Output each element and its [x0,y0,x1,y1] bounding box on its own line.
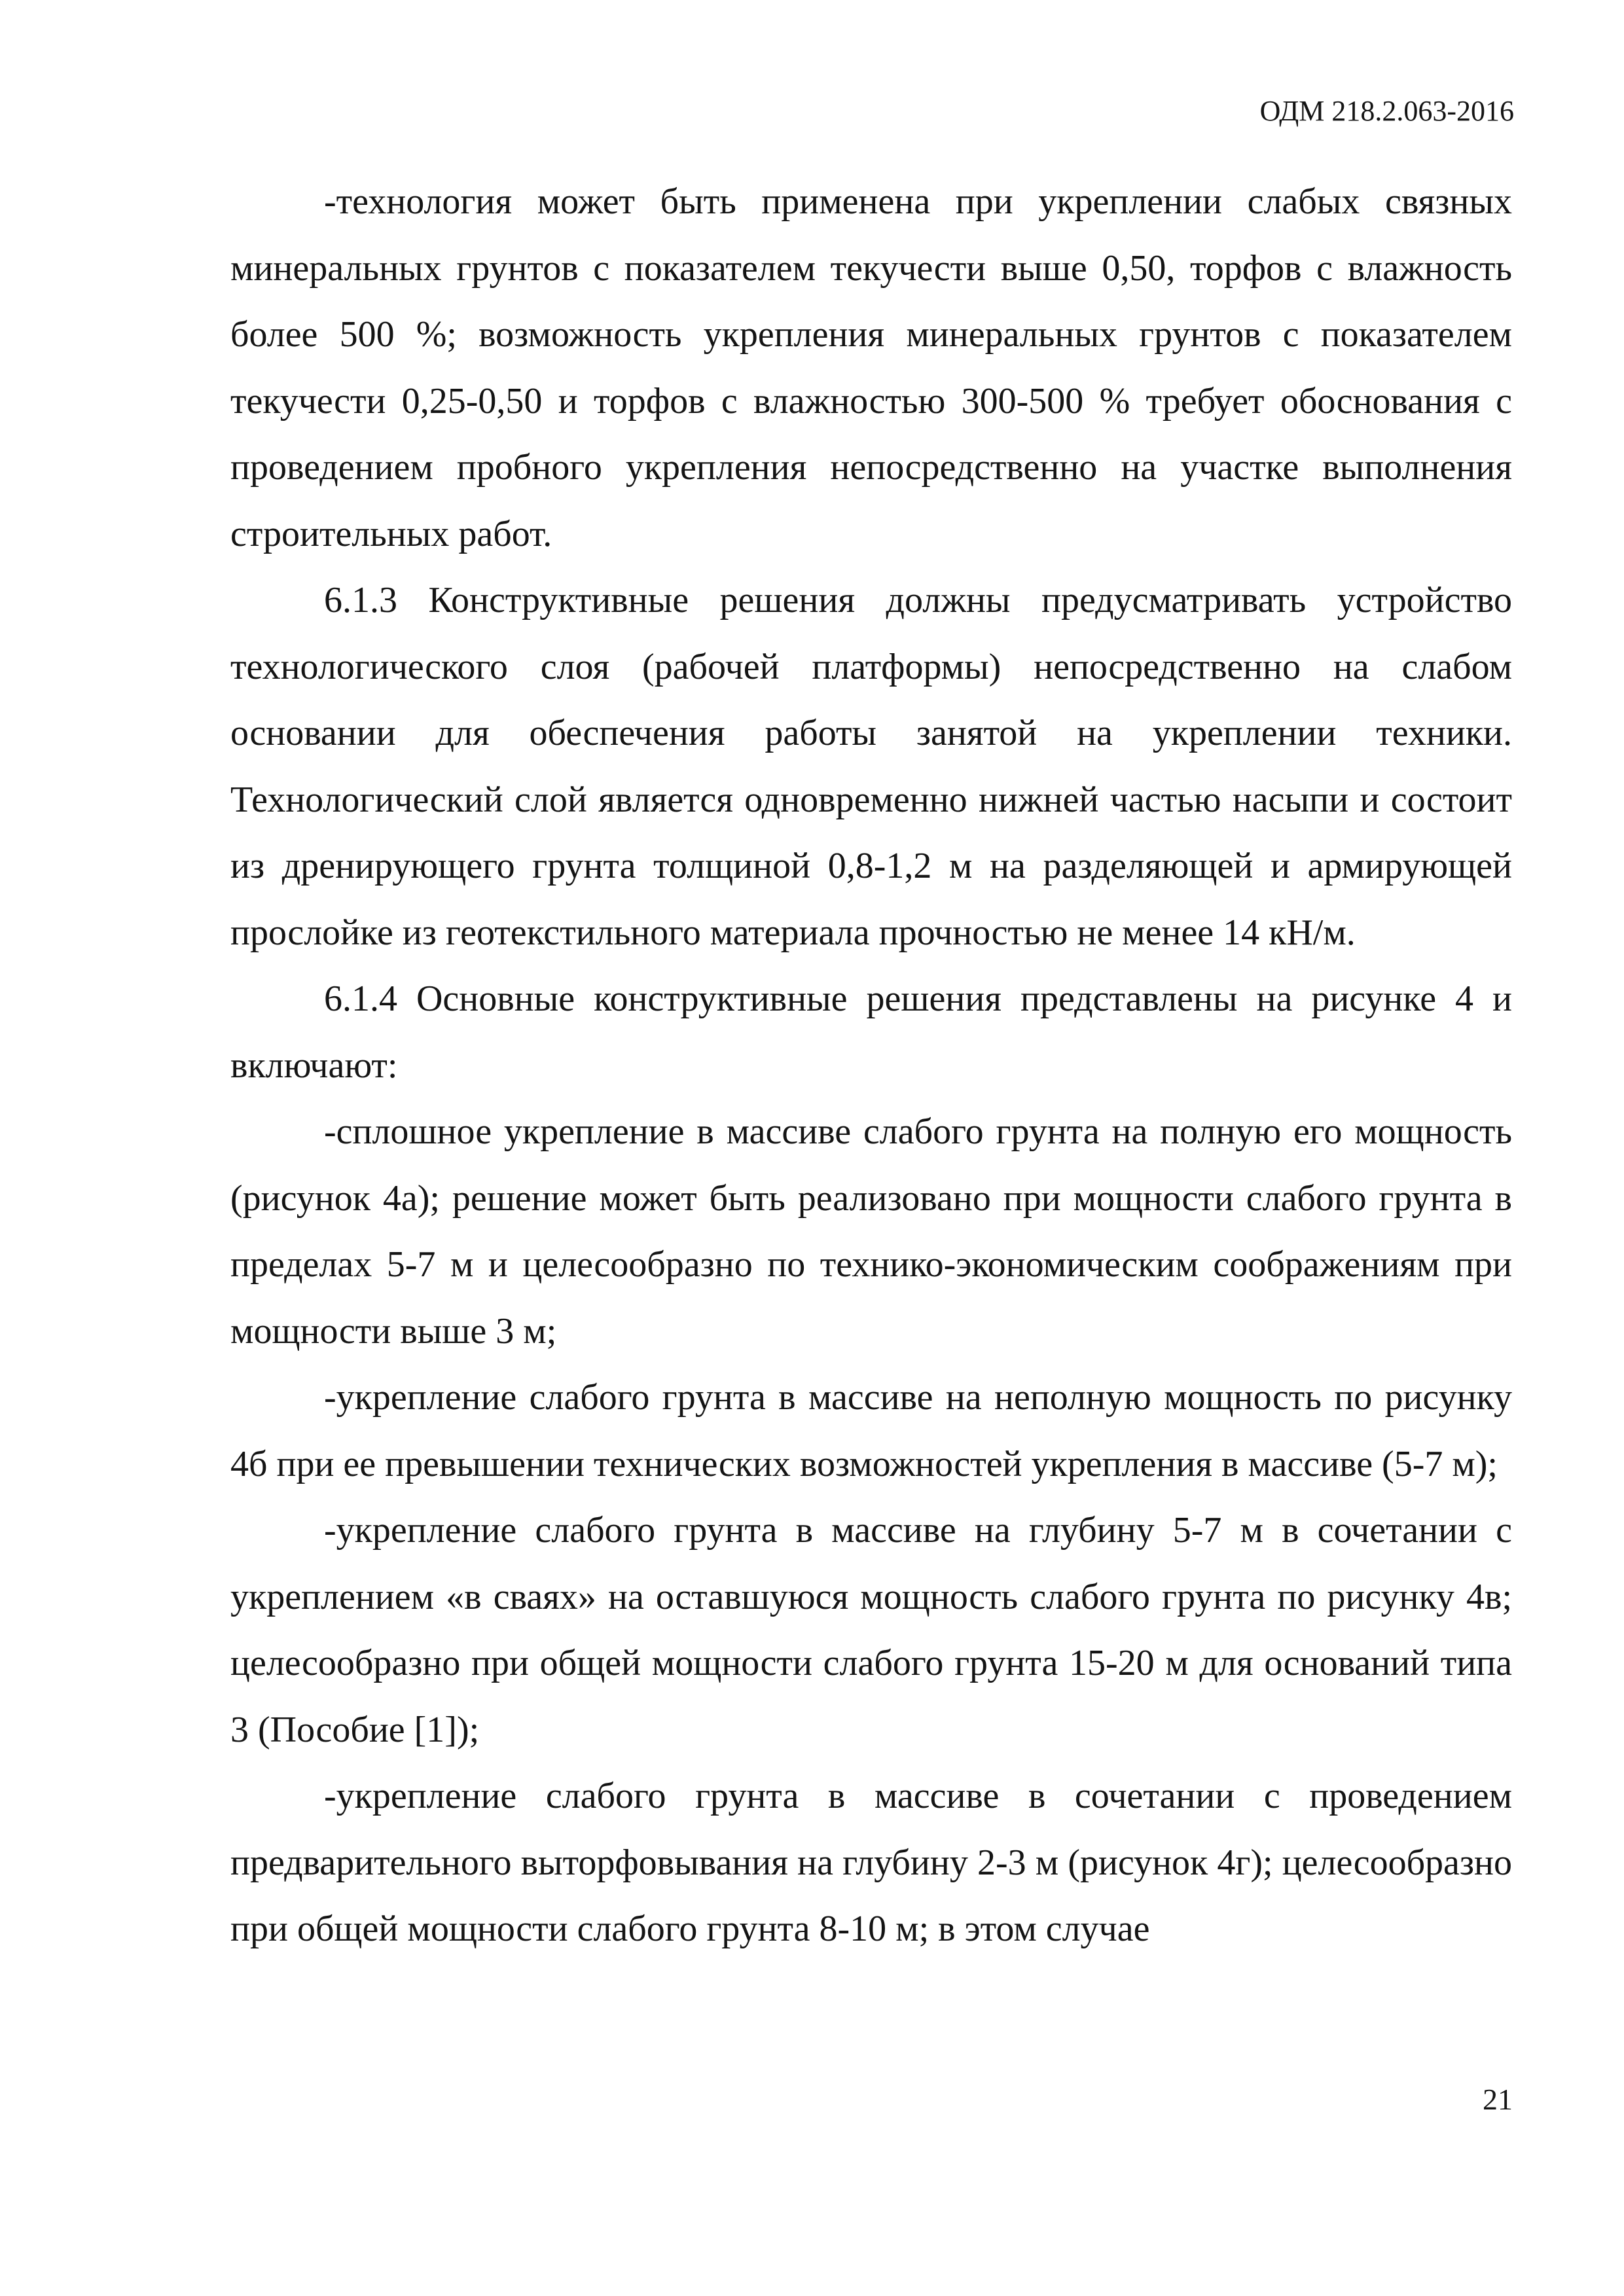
document-code: ОДМ 218.2.063-2016 [1259,95,1514,127]
list-item-full-stabilization: -сплошное укрепление в массиве слабого грунта на полную его мощность (рисунок 4а); решение может быть реализовано при мощности слабого грунта в пределах 5-7 м и целесообразно по технико-экономическим соображениям при мощности выше 3 м; [230,1111,1512,1352]
page-number: 21 [1483,2083,1513,2116]
paragraph-6-1-4: 6.1.4 Основные конструктивные решения представлены на рисунке 4 и включают: [230,978,1512,1086]
paragraph-technology-applicability: -технология может быть применена при укреплении слабых связных минеральных грунтов с показателем текучести выше 0,50, торфов с влажность более 500 %; возможность укрепления минеральных грунтов с показателем текучести 0,25-0,50 и торфов с влажностью 300-500 % требует обоснования с проведением пробного укрепления непосредственно на участке выполнения строительных работ. [230,181,1512,554]
paragraph-6-1-3: 6.1.3 Конструктивные решения должны предусматривать устройство технологического слоя (рабочей платформы) непосредственно на слабом основании для обеспечения работы занятой на укреплении техники. Технологический слой является одновременно нижней частью насыпи и состоит из дренирующего грунта толщиной 0,8-1,2 м на разделяющей и армирующей прослойке из геотекстильного материала прочностью не менее 14 кН/м. [230,580,1512,953]
body-text [230,169,1512,1963]
list-item-stabilization-with-peat-removal: -укрепление слабого грунта в массиве в сочетании с проведением предварительного выторфовывания на глубину 2-3 м (рисунок 4г); целесообразно при общей мощности слабого грунта 8-10 м; в этом случае [230,1776,1512,1949]
list-item-partial-stabilization: -укрепление слабого грунта в массиве на неполную мощность по рисунку 4б при ее превышении технических возможностей укрепления в массиве (5-7 м); [230,1377,1512,1484]
list-item-stabilization-with-piles: -укрепление слабого грунта в массиве на глубину 5-7 м в сочетании с укреплением «в сваях» на оставшуюся мощность слабого грунта по рисунку 4в; целесообразно при общей мощности слабого грунта 15-20 м для оснований типа 3 (Пособие [1]); [230,1510,1512,1750]
